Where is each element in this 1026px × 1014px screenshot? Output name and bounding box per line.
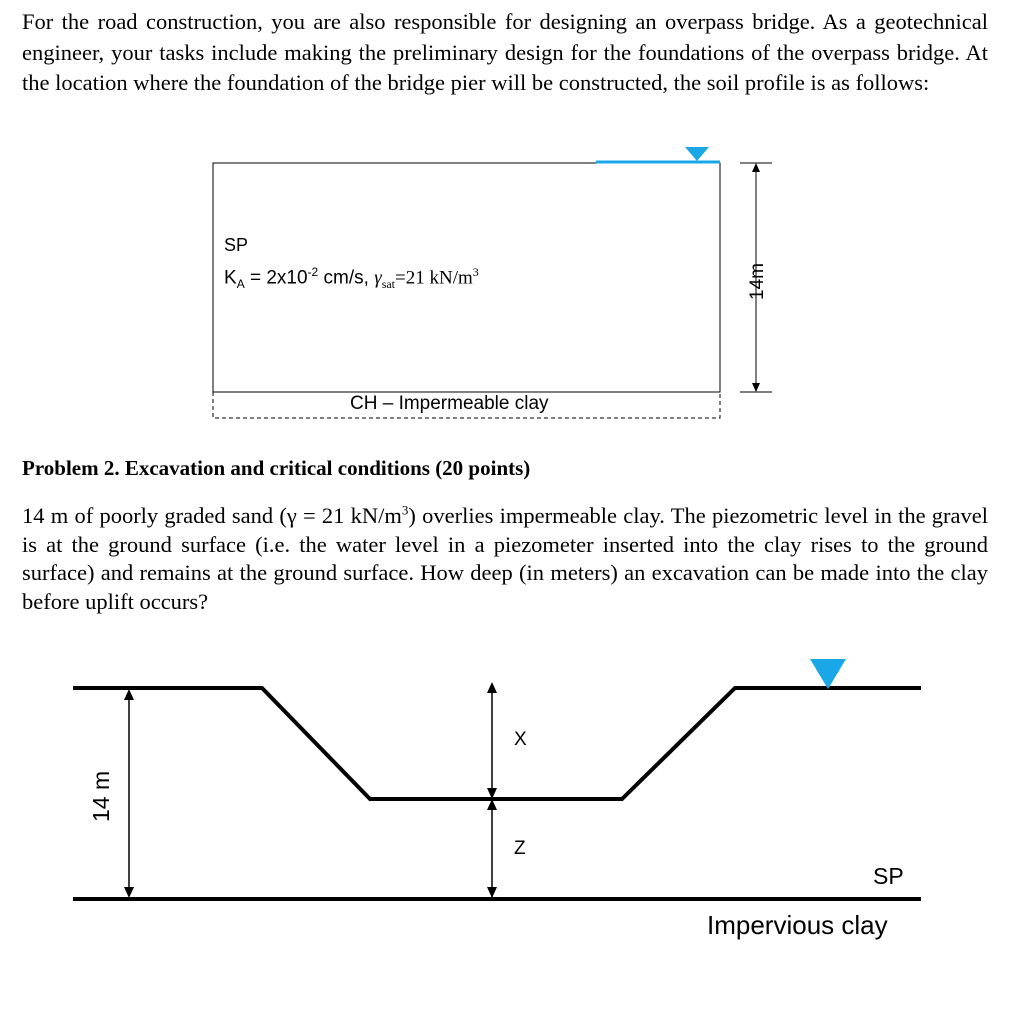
figure2-drawing — [73, 659, 921, 899]
k-subscript: A — [236, 277, 245, 292]
problem-body-exponent: 3 — [401, 502, 409, 518]
thickness-label: 14m — [747, 263, 768, 300]
water-table-icon — [685, 147, 709, 161]
dimension-arrow-top — [752, 163, 760, 172]
problem-body — [22, 502, 988, 616]
problem-body-end: ) overlies impermeable clay. The piezometric level in the gravel is at the ground surface (i.e. the water level in a piezometer inserted into the clay rises to the ground surface) and remains at the ground surface. How deep (in meters) an excavation can be made into the clay before uplift occurs? — [22, 503, 989, 614]
z-arrow-bottom — [487, 887, 497, 898]
water-level-icon — [810, 659, 846, 689]
k-value: = 2x10 — [244, 267, 308, 289]
sand-layer-label: SP — [224, 235, 249, 255]
depth-arrow-top — [124, 689, 134, 700]
intro-paragraph: For the road construction, you are also responsible for designing an overpass bridge. As a geotechnical engineer, your tasks include making the preliminary design for the foundations of the overpass bridge. At the location where the foundation of the bridge pier will be constructed, the soil profile is as follows: — [22, 9, 988, 95]
sp-label: SP — [873, 863, 904, 889]
sand-properties-label — [224, 265, 479, 292]
depth-arrow-bottom — [124, 887, 134, 898]
gamma-value: =21 kN/m — [395, 267, 473, 289]
k-symbol: K — [224, 267, 237, 289]
dimension-arrow-bottom — [752, 383, 760, 392]
k-exponent: -2 — [307, 265, 319, 279]
x-arrow-top — [487, 682, 497, 693]
x-label: X — [514, 729, 527, 750]
impervious-clay-label: Impervious clay — [707, 910, 888, 940]
gamma-subscript: sat — [381, 277, 396, 292]
ground-and-excavation-profile — [73, 688, 921, 799]
problem-title: Problem 2. Excavation and critical conditions (20 points) — [22, 456, 531, 480]
gamma-exponent: 3 — [472, 265, 479, 279]
k-unit: cm/s, — [318, 267, 375, 289]
clay-layer-label: CH – Impermeable clay — [350, 393, 549, 414]
problem-body-start: 14 m of poorly graded sand (γ = 21 kN/m — [22, 503, 402, 528]
gamma-symbol: γ — [374, 267, 382, 289]
depth-label: 14 m — [88, 770, 114, 822]
z-label: Z — [514, 838, 526, 859]
